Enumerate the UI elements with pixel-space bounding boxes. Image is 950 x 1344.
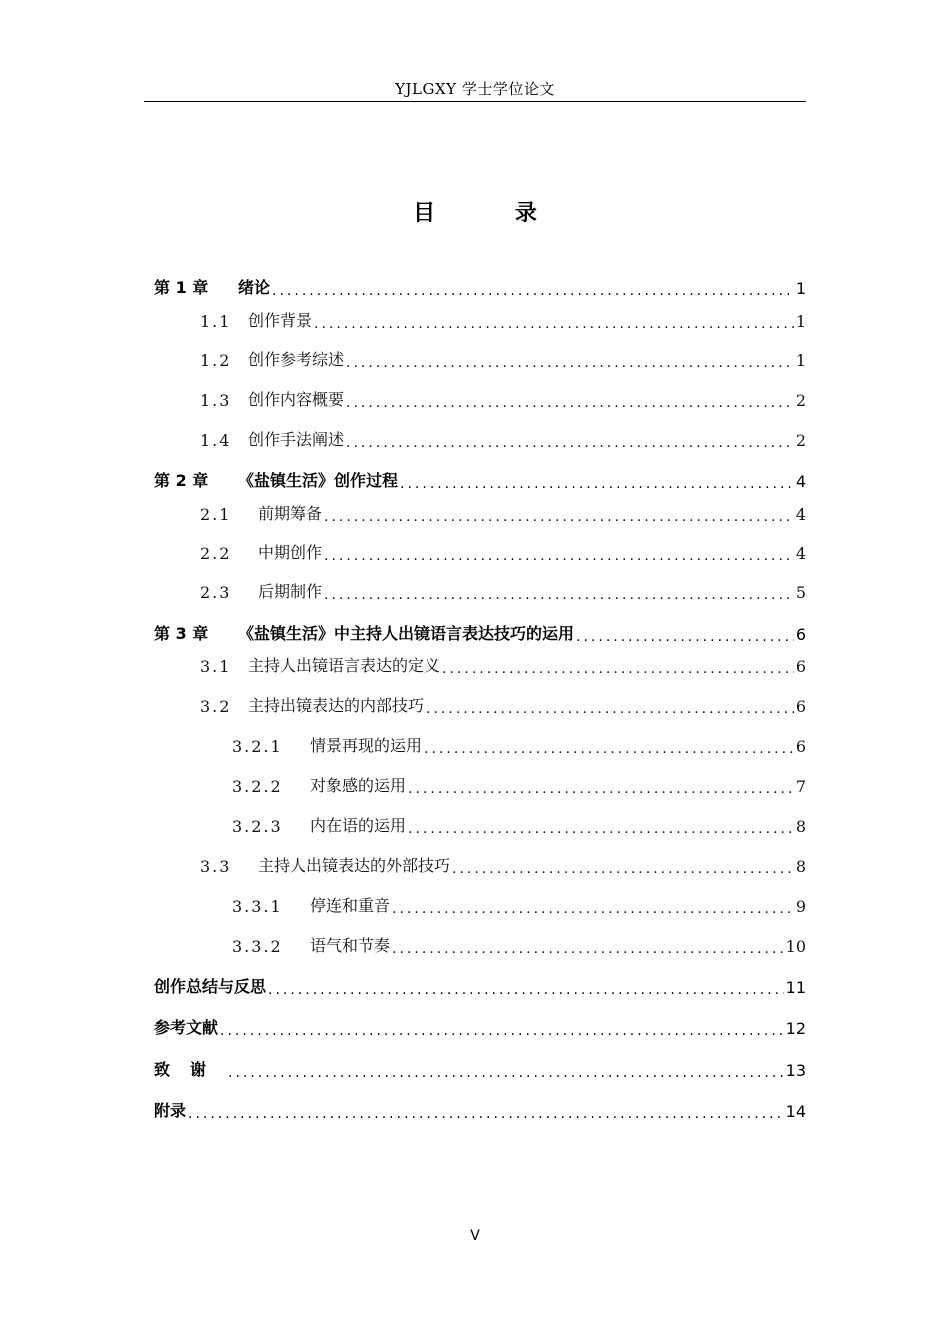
toc-title: 目 录 (413, 201, 573, 226)
toc-entry-page: 12 (785, 1019, 806, 1038)
toc-entry-number: 1.2 (200, 351, 232, 370)
toc-entry-title: 绪论 (238, 278, 271, 297)
toc-entry-number: 第 2 章 (154, 471, 209, 490)
toc-entry-title: 附录 (154, 1101, 187, 1120)
toc-leader-dots (228, 1066, 784, 1080)
toc-entry-chapter-1[interactable] (154, 274, 806, 298)
toc-entry-subsection-3-2-1[interactable] (232, 732, 806, 756)
toc-entry-page: 5 (795, 583, 806, 602)
toc-leader-dots (314, 317, 794, 331)
toc-entry-number: 2.2 (200, 544, 232, 563)
toc-entry-appendix[interactable] (154, 1097, 806, 1121)
toc-leader-dots (268, 983, 784, 997)
toc-entry-section-1-1[interactable] (200, 307, 806, 331)
toc-entry-page: 1 (795, 312, 806, 331)
toc-entry-title: 中期创作 (258, 543, 323, 562)
toc-leader-dots (426, 702, 794, 716)
toc-entry-title: 《盐镇生活》创作过程 (238, 471, 399, 490)
toc-entry-number: 3.2.2 (232, 777, 283, 796)
toc-leader-dots (408, 822, 794, 836)
toc-entry-page: 11 (785, 978, 806, 997)
toc-entry-subsection-3-2-2[interactable] (232, 772, 806, 796)
toc-entry-title: 主持人出镜表达的外部技巧 (258, 856, 451, 875)
toc-entry-page: 14 (785, 1102, 806, 1121)
toc-entry-chapter-2[interactable] (154, 467, 806, 491)
toc-entry-section-3-2[interactable] (200, 692, 806, 716)
toc-entry-subsection-3-3-1[interactable] (232, 892, 806, 916)
toc-entry-references[interactable] (154, 1014, 806, 1038)
toc-entry-subsection-3-3-2[interactable] (232, 932, 806, 956)
toc-leader-dots (408, 782, 794, 796)
toc-entry-number: 2.1 (200, 505, 232, 524)
toc-leader-dots (392, 942, 784, 956)
toc-leader-dots (346, 396, 794, 410)
toc-entry-title: 后期制作 (258, 582, 323, 601)
toc-entry-title: 创作参考综述 (248, 350, 345, 369)
toc-entry-title: 停连和重音 (310, 896, 391, 915)
toc-entry-page: 8 (795, 857, 806, 876)
toc-leader-dots (392, 902, 794, 916)
toc-leader-dots (188, 1107, 784, 1121)
toc-leader-dots (324, 588, 794, 602)
page-number: V (470, 1228, 480, 1244)
toc-entry-title: 参考文献 (154, 1018, 219, 1037)
toc-entry-number: 1.1 (200, 312, 232, 331)
toc-entry-number: 第 1 章 (154, 278, 209, 297)
toc-leader-dots (424, 742, 794, 756)
toc-entry-subsection-3-2-3[interactable] (232, 812, 806, 836)
toc-entry-title: 创作内容概要 (248, 390, 345, 409)
toc-entry-page: 10 (785, 937, 806, 956)
toc-entry-page: 13 (785, 1061, 806, 1080)
toc-entry-section-2-3[interactable] (200, 578, 806, 602)
toc-entry-number: 3.3.2 (232, 937, 283, 956)
toc-entry-title: 对象感的运用 (310, 776, 407, 795)
toc-entry-title: 语气和节奏 (310, 936, 391, 955)
toc-entry-title: 前期筹备 (258, 504, 323, 523)
toc-leader-dots (220, 1024, 784, 1038)
toc-entry-page: 1 (795, 279, 806, 298)
toc-entry-page: 6 (795, 737, 806, 756)
toc-entry-number: 1.3 (200, 391, 232, 410)
toc-entry-section-3-1[interactable] (200, 652, 806, 676)
toc-leader-dots (452, 862, 794, 876)
toc-entry-title: 致谢 (154, 1060, 227, 1079)
toc-entry-page: 6 (795, 625, 806, 644)
toc-leader-dots (324, 549, 794, 563)
toc-entry-page: 7 (795, 777, 806, 796)
toc-leader-dots (442, 662, 794, 676)
toc-entry-page: 1 (795, 351, 806, 370)
toc-entry-chapter-3[interactable] (154, 620, 806, 644)
toc-entry-number: 3.2.1 (232, 737, 283, 756)
toc-leader-dots (346, 356, 794, 370)
toc-entry-number: 第 3 章 (154, 624, 209, 643)
toc-entry-page: 8 (795, 817, 806, 836)
running-header: YJLGXY 学士学位论文 (395, 80, 555, 98)
toc-entry-summary[interactable] (154, 973, 806, 997)
toc-entry-section-1-2[interactable] (200, 346, 806, 370)
toc-entry-page: 4 (795, 472, 806, 491)
toc-entry-number: 3.3 (200, 857, 232, 876)
toc-entry-section-2-2[interactable] (200, 539, 806, 563)
toc-entry-section-3-3[interactable] (200, 852, 806, 876)
toc-entry-title: 情景再现的运用 (310, 736, 423, 755)
toc-entry-number: 2.3 (200, 583, 232, 602)
toc-entry-title: 创作手法阐述 (248, 430, 345, 449)
toc-entry-title: 主持出镜表达的内部技巧 (248, 696, 425, 715)
toc-entry-title: 创作背景 (248, 311, 313, 330)
toc-entry-number: 3.3.1 (232, 897, 283, 916)
toc-leader-dots (324, 510, 794, 524)
toc-entry-page: 2 (795, 391, 806, 410)
toc-leader-dots (272, 284, 794, 298)
toc-leader-dots (346, 436, 794, 450)
toc-entry-section-1-3[interactable] (200, 386, 806, 410)
toc-entry-number: 1.4 (200, 431, 232, 450)
toc-entry-number: 3.2 (200, 697, 232, 716)
toc-entry-acknowledgements[interactable] (154, 1056, 806, 1080)
toc-entry-title: 主持人出镜语言表达的定义 (248, 656, 441, 675)
toc-entry-page: 6 (795, 657, 806, 676)
toc-entry-number: 3.2.3 (232, 817, 283, 836)
toc-entry-page: 4 (795, 505, 806, 524)
toc-entry-number: 3.1 (200, 657, 232, 676)
toc-entry-page: 4 (795, 544, 806, 563)
toc-entry-page: 9 (795, 897, 806, 916)
toc-leader-dots (576, 630, 794, 644)
toc-entry-section-2-1[interactable] (200, 500, 806, 524)
toc-entry-page: 2 (795, 431, 806, 450)
toc-entry-title: 创作总结与反思 (154, 977, 267, 996)
toc-entry-section-1-4[interactable] (200, 426, 806, 450)
toc-leader-dots (400, 477, 794, 491)
toc-entry-title: 内在语的运用 (310, 816, 407, 835)
toc-entry-title: 《盐镇生活》中主持人出镜语言表达技巧的运用 (238, 624, 575, 643)
toc-entry-page: 6 (795, 697, 806, 716)
